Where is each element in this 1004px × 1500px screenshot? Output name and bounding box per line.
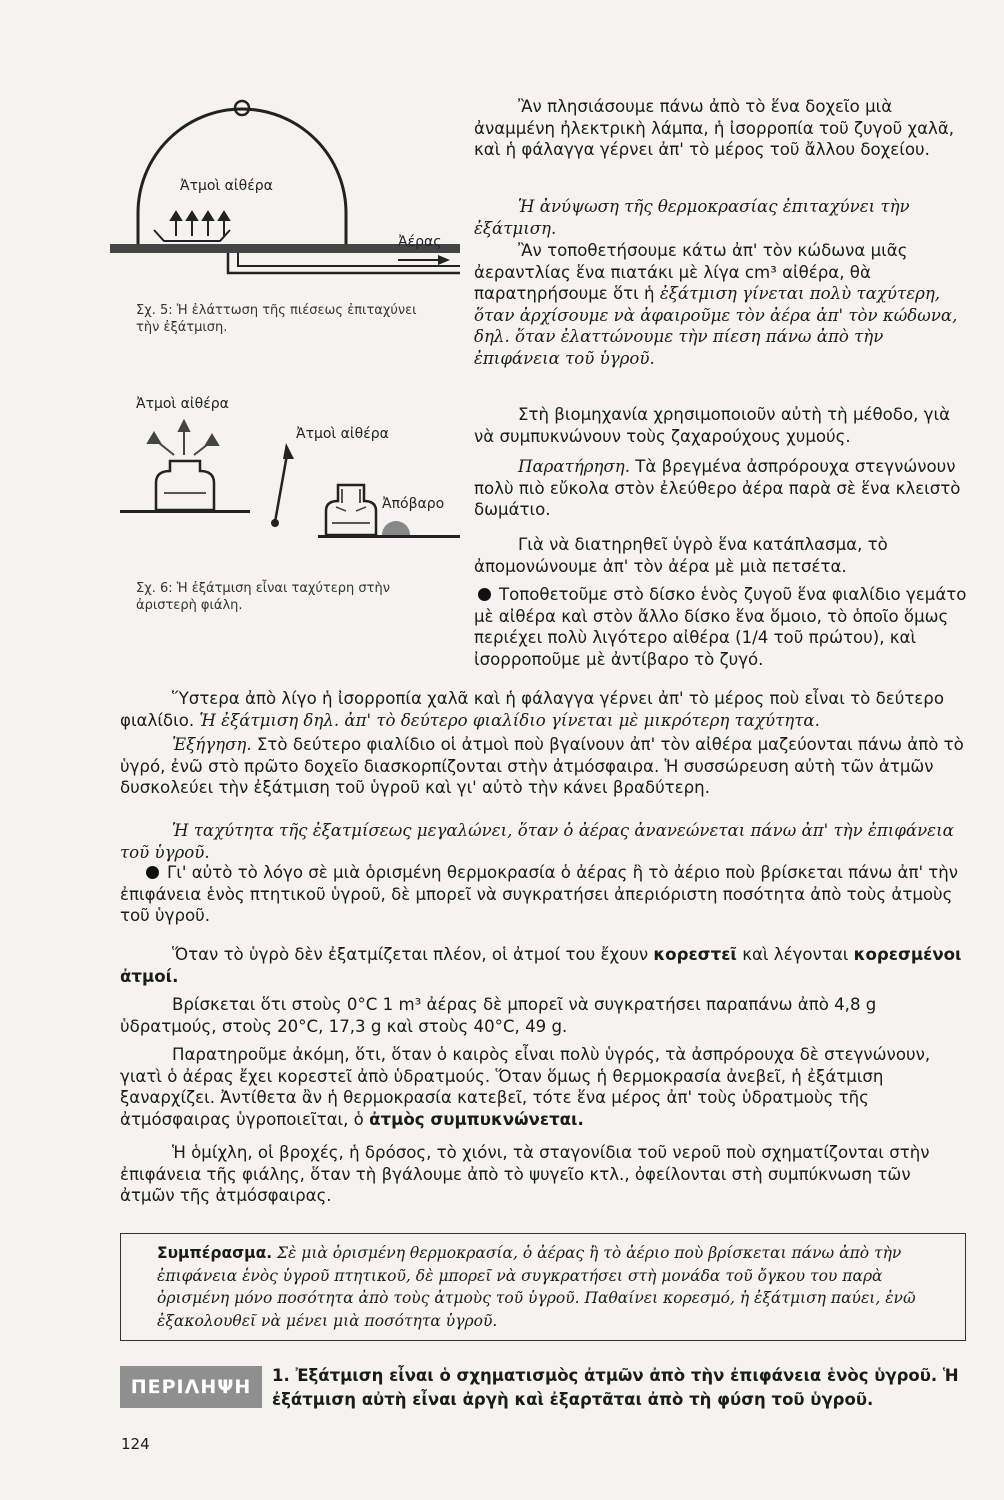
summary-text: 1. Ἐξάτμιση εἶναι ὁ σχηματισμὸς ἀτμῶν ἀπὸ τὴν ἐπιφάνεια ἑνὸς ὑγροῦ. Ἡ ἐξάτμιση αὐτὴ εἶναι ἀργὴ καὶ ἐξαρτᾶται ἀπὸ τὴ φύση τοῦ ὑγροῦ.: [272, 1366, 959, 1409]
paragraph-poultice: Γιὰ νὰ διατηρηθεῖ ὑγρὸ ἕνα κατάπλασμα, τὸ ἀπομονώνουμε ἀπ' τὸν ἀέρα μὲ μιὰ πετσέτα.: [474, 535, 888, 576]
conclusion-text: Σὲ μιὰ ὁρισμένη θερμοκρασία, ὁ ἀέρας ἢ τὸ ἀέριο ποὺ βρίσκεται πάνω ἀπὸ τὴν ἐπιφάνεια ἑνὸς ὑγροῦ πτητικοῦ, δὲ μπορεῖ νὰ συγκρατήσει στὴ μονάδα τοῦ ὄγκου του παρὰ ὁρισμένη μόνο ποσότητα ἀπὸ τοὺς ἀτμοὺς τοῦ ὑγροῦ. Παθαίνει κορεσμό, ἡ ἐξάτμιση παύει, ἐνῶ ἐξακολουθεῖ νὰ μένει μιὰ ποσότητα ὑγροῦ.: [157, 1244, 916, 1330]
bullet-icon: [146, 866, 159, 879]
paragraph-explanation: Ἐξήγηση. Στὸ δεύτερο φιαλίδιο οἱ ἀτμοὶ ποὺ βγαίνουν ἀπ' τὸν αἰθέρα μαζεύονται πάνω ἀπὸ τὸ ὑγρό, ἐνῶ στὸ πρῶτο δοχεῖο διασκορπίζονται στὴν ἀτμόσφαιρα. Ἡ συσσώρευση αὐτὴ τῶν ἀτμῶν δυσκολεύει τὴν ἐξάτμιση τοῦ ὑγροῦ καὶ γι' αὐτὸ τὴν κάνει βραδύτερη.: [120, 735, 964, 798]
paragraph-air-pump: Ἂν τοποθετήσουμε κάτω ἀπ' τὸν κώδωνα μιᾶς ἀεραντλίας ἕνα πιατάκι μὲ λίγα cm³ αἰθέρα, θὰ παρατηρήσουμε ὅτι ἡ ἐξάτμιση γίνεται πολὺ ταχύτερη, ὅταν ἀρχίσουμε νὰ ἀφαιροῦμε τὸν ἀέρα ἀπ' τὸν κώδωνα, δηλ. ὅταν ἐλαττώνουμε τὴν πίεση πάνω ἀπὸ τὴν ἐπιφάνεια τοῦ ὑγροῦ.: [474, 241, 958, 368]
figure-6-label-weight: Ἀπόβαρο: [382, 496, 445, 512]
figure-5-caption: Σχ. 5: Ἡ ἐλάττωση τῆς πιέσεως ἐπιταχύνει τὴν ἐξάτμιση.: [136, 303, 417, 335]
figure-5-diagram: [108, 88, 463, 288]
paragraph-temperature-rule: Ἡ ἀνύψωση τῆς θερμοκρασίας ἐπιταχύνει τὴν ἐξάτμιση.: [474, 197, 910, 238]
paragraph-industry: Στὴ βιομηχανία χρησιμοποιοῦν αὐτὴ τὴ μέθοδο, γιὰ νὰ συμπυκνώνουν τοὺς ζαχαρούχους χυμούς.: [474, 405, 951, 446]
figure-6-diagram: [120, 415, 460, 545]
paragraph-condensation: Παρατηροῦμε ἀκόμη, ὅτι, ὅταν ὁ καιρὸς εἶναι πολὺ ὑγρός, τὰ ἀσπρόρουχα δὲ στεγνώνουν, γιατὶ ὁ ἀέρας ἔχει κορεστεῖ ἀπὸ ὑδρατμούς. Ὅταν ὅμως ἡ θερμοκρασία ἀνεβεῖ, ἡ ἐξάτμιση ξαναρχίζει. Ἀντίθετα ἂν ἡ θερμοκρασία κατεβεῖ, τότε ἕνα μέρος ἀπ' τοὺς ὑδρατμοὺς τῆς ἀτμόσφαιρας ὑγροποιεῖται, ὁ ἀτμὸς συμπυκνώνεται.: [120, 1045, 931, 1129]
figure-5-label-air: Ἀέρας: [398, 234, 442, 250]
paragraph-humidity-values: Βρίσκεται ὅτι στοὺς 0°C 1 m³ ἀέρας δὲ μπορεῖ νὰ συγκρατήσει παραπάνω ἀπὸ 4,8 g ὑδρατμούς, στοὺς 20°C, 17,3 g καὶ στοὺς 40°C, 49 g.: [120, 995, 877, 1036]
paragraph-fog-rain: Ἡ ὁμίχλη, οἱ βροχές, ἡ δρόσος, τὸ χιόνι, τὰ σταγονίδια τοῦ νεροῦ ποὺ σχηματίζονται στὴν ἐπιφάνεια τῆς φιάλης, ὅταν τὴ βγάλουμε ἀπὸ τὸ ψυγεῖο κτλ., ὀφείλονται στὴ συμπύκνωση τῶν ἀτμῶν τῆς ἀτμόσφαιρας.: [120, 1143, 930, 1206]
page-number: 124: [121, 1435, 150, 1453]
conclusion-label: Συμπέρασμα.: [157, 1244, 273, 1262]
paragraph-observation: Παρατήρηση. Τὰ βρεγμένα ἀσπρόρουχα στεγνώνουν πολὺ πιὸ εὔκολα στὸν ἐλεύθερο ἀέρα παρὰ σὲ ἕνα κλειστὸ δωμάτιο.: [474, 457, 961, 520]
figure-6-label-vapors-left: Ἀτμοὶ αἰθέρα: [136, 396, 229, 412]
paragraph-lamp: Ἂν πλησιάσουμε πάνω ἀπὸ τὸ ἕνα δοχεῖο μιὰ ἀναμμένη ἠλεκτρικὴ λάμπα, ἡ ἰσορροπία τοῦ ζυγοῦ χαλᾶ, καὶ ἡ φάλαγγα γέρνει ἀπ' τὸ μέρος τοῦ ἄλλου δοχείου.: [474, 97, 955, 160]
paragraph-saturated-vapors: Ὅταν τὸ ὑγρὸ δὲν ἐξατμίζεται πλέον, οἱ ἀτμοί του ἔχουν κορεστεῖ καὶ λέγονται κορεσμένοι ἀτμοί.: [120, 945, 962, 986]
figure-5-label-vapors: Ἀτμοὶ αἰθέρα: [180, 178, 273, 194]
paragraph-balance-experiment: Τοποθετοῦμε στὸ δίσκο ἑνὸς ζυγοῦ ἕνα φιαλίδιο γεμάτο μὲ αἰθέρα καὶ στὸν ἄλλο δίσκο ἕνα ὅμοιο, τὸ ὁποῖο ὅμως περιέχει πολὺ λιγότερο αἰθέρα (1/4 τοῦ πρώτου), καὶ ἰσορροποῦμε μὲ ἀντίβαρο τὸ ζυγό.: [474, 585, 967, 669]
bullet-icon: [478, 588, 491, 601]
figure-6-label-vapors-right: Ἀτμοὶ αἰθέρα: [296, 426, 389, 442]
conclusion-box: [120, 1233, 966, 1341]
paragraph-balance-result: Ὕστερα ἀπὸ λίγο ἡ ἰσορροπία χαλᾶ καὶ ἡ φάλαγγα γέρνει ἀπ' τὸ μέρος ποὺ εἶναι τὸ δεύτερο φιαλίδιο. Ἡ ἐξάτμιση δηλ. ἀπ' τὸ δεύτερο φιαλίδιο γίνεται μὲ μικρότερη ταχύτητα.: [120, 689, 944, 730]
paragraph-speed-rule: Ἡ ταχύτητα τῆς ἐξατμίσεως μεγαλώνει, ὅταν ὁ ἀέρας ἀνανεώνεται πάνω ἀπ' τὴν ἐπιφάνεια τοῦ ὑγροῦ.: [120, 821, 954, 862]
paragraph-saturation: Γι' αὐτὸ τὸ λόγο σὲ μιὰ ὁρισμένη θερμοκρασία ὁ ἀέρας ἢ τὸ ἀέριο ποὺ βρίσκεται πάνω ἀπ' τὴν ἐπιφάνεια ἑνὸς πτητικοῦ ὑγροῦ, δὲ μπορεῖ νὰ συγκρατήσει ἀπεριόριστη ποσότητα ἀπὸ τοὺς ἀτμοὺς τοῦ ὑγροῦ.: [120, 863, 959, 926]
figure-6-caption: Σχ. 6: Ἡ ἐξάτμιση εἶναι ταχύτερη στὴν ἀριστερὴ φιάλη.: [136, 581, 390, 613]
summary-tag: ΠΕΡΙΛΗΨΗ: [120, 1366, 262, 1408]
